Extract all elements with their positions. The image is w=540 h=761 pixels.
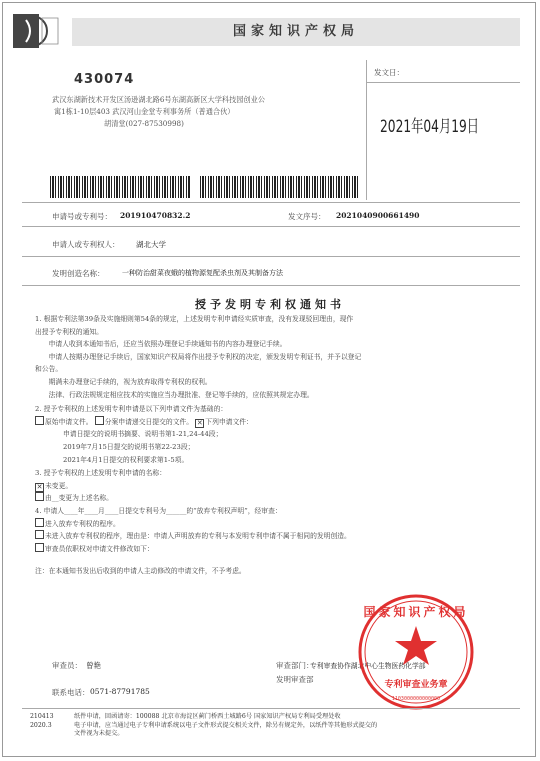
- applicant: 湖北大学: [136, 240, 166, 249]
- address-block: [52, 94, 357, 130]
- date-box-line: [366, 82, 520, 83]
- svg-text:1103000000000000: 1103000000000000: [391, 696, 441, 702]
- paragraph-line: 期满未办理登记手续的，视为放弃取得专利权的权利。: [35, 377, 212, 386]
- issue-date-label: 发文日：: [374, 68, 404, 77]
- phone: 0571-87791785: [90, 687, 150, 696]
- option-label: 审查员依职权对申请文件修改如下：: [45, 544, 154, 553]
- checkbox-unchanged-checked[interactable]: ✕: [36, 482, 43, 491]
- paragraph-line: 2021年4月1日提交的权利要求第1-5项。: [63, 455, 189, 464]
- basis-options: [35, 416, 520, 429]
- paragraph-line: 申请人收到本通知书后，还应当依照办理登记手续通知书的内容办理登记手续。: [35, 340, 287, 349]
- divider: [22, 285, 520, 286]
- paragraph-line: 申请人按期办理登记手续后，国家知识产权局将作出授予专利权的决定，颁发发明专利证书，并予以登记: [35, 352, 362, 361]
- paragraph-line: 出授予专利权的通知。: [35, 327, 103, 336]
- official-seal: [356, 592, 476, 712]
- checkbox-examiner-amend[interactable]: [35, 543, 44, 552]
- checkbox-not-enter-abandon[interactable]: [35, 530, 44, 539]
- divider: [22, 256, 520, 257]
- postcode: 430074: [74, 72, 135, 87]
- checkbox-name-changed[interactable]: [35, 492, 44, 501]
- paragraph-line: 2019年7月15日提交的说明书第22-23段；: [63, 442, 195, 451]
- footer-line: 纸件申请，回函请寄：100088 北京市海淀区蓟门桥西土城路6号 国家知识产权局专利局受理处收: [74, 713, 341, 720]
- notice-heading: 授予发明专利权通知书: [195, 298, 345, 311]
- doc-no-label: 发文序号：: [288, 212, 326, 221]
- option-label: 下列申请文件：: [205, 417, 253, 426]
- address-line: 寓1栋1-10层403 武汉河山金堂专利事务所（普通合伙）: [54, 107, 235, 116]
- barcode: [50, 176, 190, 198]
- form-code: 210413: [30, 713, 54, 720]
- divider: [22, 202, 520, 203]
- paragraph-line: 2. 授予专利权的上述发明专利申请是以下列申请文件为基础的：: [35, 405, 228, 414]
- checkbox-following-docs-checked[interactable]: ✕: [196, 418, 203, 427]
- barcode: [200, 176, 358, 198]
- option-label: 由__变更为上述名称。: [45, 494, 113, 503]
- paragraph-line: 1. 根据专利法第39条及实施细则第54条的规定，上述发明专利申请经实质审查，没有发现驳回理由，现作: [35, 315, 354, 323]
- divider: [22, 226, 520, 227]
- paragraph-line: 申请日提交的说明书摘要、说明书第1-21,24-44段；: [63, 430, 223, 439]
- option-label: 分案申请递交日提交的文件。: [104, 417, 194, 426]
- invention-title-label: 发明创造名称：: [52, 269, 105, 278]
- footer-line: 电子申请，应当通过电子专利申请系统以电子文件形式提交相关文件，除另有规定外，以纸件等其他形式提交的: [74, 721, 378, 729]
- svg-text:国家知识产权局: 国家知识产权局: [363, 605, 469, 619]
- checkbox-original[interactable]: [35, 416, 44, 425]
- phone-label: 联系电话：: [52, 688, 90, 697]
- examiner-label: 审查员：: [52, 661, 82, 670]
- issuing-dept: 发明审查部: [276, 675, 314, 684]
- notice-body: [35, 313, 520, 578]
- app-no-label: 申请号或专利号：: [52, 212, 112, 221]
- option-label: 未变更。: [45, 481, 73, 490]
- doc-no: 2021040900661490: [336, 211, 420, 220]
- cnipa-logo: [12, 10, 64, 52]
- option-label: 进入放弃专利权的程序。: [45, 519, 120, 528]
- paragraph-line: 3. 授予专利权的上述发明专利申请的名称：: [35, 469, 166, 478]
- checkbox-enter-abandon[interactable]: [35, 518, 44, 527]
- footer-divider: [22, 708, 520, 709]
- column-divider: [366, 60, 367, 200]
- svg-text:专利审查业务章: 专利审查业务章: [384, 680, 448, 690]
- checkbox-divisional[interactable]: [95, 416, 104, 425]
- paragraph-line: 和公告。: [35, 365, 63, 374]
- note-line: 注：在本通知书发出后收到的申请人主动修改的申请文件，不予考虑。: [35, 567, 246, 576]
- applicant-label: 申请人或专利权人：: [52, 240, 120, 249]
- agency-name: 国家知识产权局: [232, 24, 359, 39]
- dept: 专利审查协作湖北中心生物医药化学部: [310, 662, 426, 670]
- form-date: 2020.3: [30, 722, 52, 729]
- invention-title: 一种防治甜菜夜蛾的植物源复配杀虫剂及其制备方法: [122, 269, 283, 277]
- paragraph-line: 法律、行政法规规定相应技术的实施应当办理批准、登记等手续的，应依照其规定办理。: [35, 390, 314, 399]
- paragraph-line: 4. 申请人____年____月____日提交专利号为______的“放弃专利权声明”，经审查：: [35, 506, 282, 515]
- examiner-name: 曾艳: [86, 661, 101, 670]
- app-no: 201910470832.2: [120, 211, 191, 220]
- dept-label: 审查部门：: [276, 661, 314, 670]
- address-line: 胡清堂(027-87530998): [104, 119, 184, 128]
- footer-notice: [74, 713, 514, 739]
- option-label: 原始申请文件。: [45, 417, 93, 426]
- issue-date: 2021年04月19日: [380, 117, 480, 137]
- address-line: 武汉东湖新技术开发区汤逊湖北路6号东湖高新区大学科技园创业公: [52, 95, 266, 104]
- option-label: 未进入放弃专利权的程序，理由是：申请人声明放弃的专利与本发明专利申请不属于相同的发明创造。: [45, 532, 351, 541]
- footer-line: 文件视为未提交。: [74, 730, 124, 737]
